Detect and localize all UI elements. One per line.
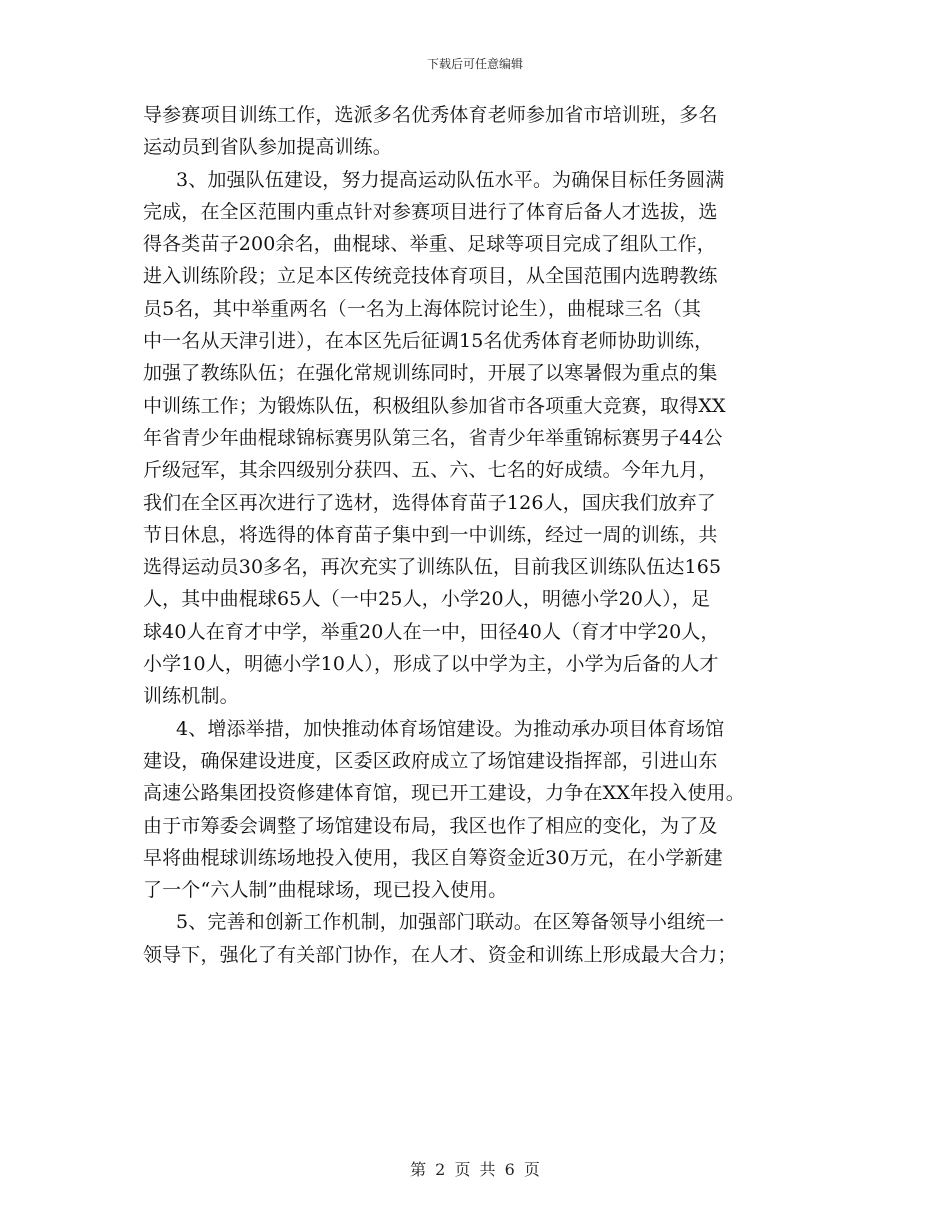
document-body xyxy=(143,101,811,973)
paragraph xyxy=(143,715,811,909)
text-line: 球40人在育才中学，举重20人在一中，田径40人（育才中学20人， xyxy=(143,620,720,643)
text-line: 小学10人，明德小学10人），形成了以中学为主，小学为后备的人才 xyxy=(143,653,719,676)
text-line: 完成，在全区范围内重点针对参赛项目进行了体育后备人才选拔，选 xyxy=(143,200,718,223)
text-line: 建设，确保建设进度，区委区政府成立了场馆建设指挥部，引进山东 xyxy=(143,749,718,772)
text-line: 了一个“六人制”曲棍球场，现已投入使用。 xyxy=(143,879,508,902)
paragraph xyxy=(143,166,811,715)
paragraph xyxy=(143,908,811,973)
text-line: 节日休息，将选得的体育苗子集中到一中训练，经过一周的训练，共 xyxy=(143,523,718,546)
text-line: 导参赛项目训练工作，选派多名优秀体育老师参加省市培训班，多名 xyxy=(143,104,718,126)
text-line: 由于市筹委会调整了场馆建设布局，我区也作了相应的变化，为了及 xyxy=(143,814,718,837)
text-line: 5、完善和创新工作机制，加强部门联动。在区筹备领导小组统一 xyxy=(176,911,725,934)
paragraph xyxy=(143,101,811,166)
page-header: 下载后可任意编辑 xyxy=(426,57,523,71)
text-line: 得各类苗子200余名，曲棍球、举重、足球等项目完成了组队工作， xyxy=(143,233,716,256)
text-line: 进入训练阶段；立足本区传统竞技体育项目，从全国范围内选聘教练 xyxy=(143,265,718,288)
text-line: 早将曲棍球训练场地投入使用，我区自筹资金近30万元，在小学新建 xyxy=(143,846,723,869)
text-line: 人，其中曲棍球65人（一中25人，小学20人，明德小学20人），足 xyxy=(143,588,711,611)
text-line: 员5名，其中举重两名（一名为上海体院讨论生），曲棍球三名（其 xyxy=(143,297,702,320)
page-footer: 第 2 页 共 6 页 xyxy=(410,1160,540,1179)
text-line: 年省青少年曲棍球锦标赛男队第三名，省青少年举重锦标赛男子44公 xyxy=(143,426,723,449)
text-line: 3、加强队伍建设，努力提高运动队伍水平。为确保目标任务圆满 xyxy=(176,168,725,191)
text-line: 中一名从天津引进），在本区先后征调15名优秀体育老师协助训练， xyxy=(143,330,714,353)
text-line: 我们在全区再次进行了选材，选得体育苗子126人，国庆我们放弃了 xyxy=(143,491,716,514)
text-line: 加强了教练队伍；在强化常规训练同时，开展了以寒暑假为重点的集 xyxy=(143,362,718,385)
text-line: 斤级冠军，其余四级别分获四、五、六、七名的好成绩。今年九月， xyxy=(143,459,718,482)
text-line: 领导下，强化了有关部门协作，在人才、资金和训练上形成最大合力； xyxy=(143,943,737,966)
text-line: 4、增添举措，加快推动体育场馆建设。为推动承办项目体育场馆 xyxy=(176,717,725,740)
text-line: 训练机制。 xyxy=(143,685,239,708)
text-line: 高速公路集团投资修建体育馆，现已开工建设，力争在XX年投入使用。 xyxy=(143,782,745,805)
text-line: 运动员到省队参加提高训练。 xyxy=(143,136,392,159)
text-line: 中训练工作；为锻炼队伍，积极组队参加省市各项重大竞赛，取得XX xyxy=(143,394,726,417)
text-line: 选得运动员30多名，再次充实了训练队伍，目前我区训练队伍达165 xyxy=(143,556,722,579)
